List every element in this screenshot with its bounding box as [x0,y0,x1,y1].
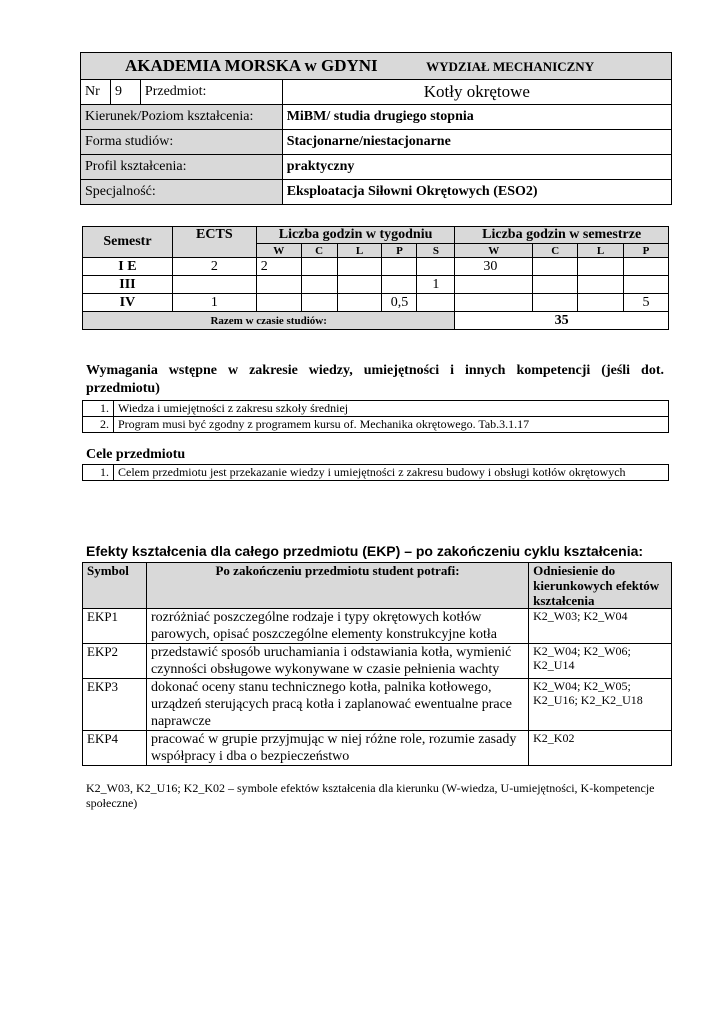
weekly-l-cell [337,294,382,312]
table-row [83,644,672,679]
goals-list [82,464,669,481]
requirements-list [82,400,669,433]
sem-c-cell [533,258,578,276]
hours-row [83,294,669,312]
subject-value: Kotły okrętowe [282,80,671,105]
institution-name: AKADEMIA MORSKA w GDYNI [125,56,378,75]
form-value: Stacjonarne/niestacjonarne [282,130,671,155]
weekly-c-cell [301,294,337,312]
sem-c-cell [533,294,578,312]
reference-header: Odniesienie do kierunkowych efektów kształcenia [529,563,672,609]
weekly-s-cell [417,294,455,312]
effect-symbol: EKP4 [83,731,147,766]
effects-table [82,562,672,766]
item-text: Wiedza i umiejętności z zakresu szkoły średniej [114,401,669,417]
table-row [83,731,672,766]
item-text: Celem przedmiotu jest przekazanie wiedzy i umiejętności z zakresu budowy i obsługi kotłów okrętowych [114,465,669,481]
hours-row [83,276,669,294]
form-label: Forma studiów: [81,130,283,155]
semester-col-header: L [578,244,624,258]
sem-w-cell [455,294,533,312]
effects-title: Efekty kształcenia dla całego przedmiotu (EKP) – po zakończeniu cyklu kształcenia: [86,543,644,559]
subject-label: Przedmiot: [140,80,282,105]
effect-description: pracować w grupie przyjmując w niej różne role, rozumie zasady współpracy i dba o bezpieczeństwo [146,731,528,766]
weekly-hours-header: Liczba godzin w tygodniu [256,227,455,244]
course-header-table [80,52,672,205]
table-row [83,609,672,644]
field-label: Kierunek/Poziom kształcenia: [81,105,283,130]
weekly-w-cell [256,294,301,312]
item-number: 1. [83,401,114,417]
effect-description: przedstawić sposób uruchamiania i odstawiania kotła, wymienić czynności obsługowe wykonywane w czasie pełnienia wachty [146,644,528,679]
description-header: Po zakończeniu przedmiotu student potrafi: [146,563,528,609]
sem-l-cell [578,258,624,276]
ects-header: ECTS [172,227,256,258]
profile-value: praktyczny [282,155,671,180]
effect-reference: K2_W04; K2_W05; K2_U16; K2_K2_U18 [529,679,672,731]
profile-label: Profil kształcenia: [81,155,283,180]
ects-cell [172,276,256,294]
item-number: 1. [83,465,114,481]
institution-row [81,53,672,80]
effect-description: rozróżniać poszczególne rodzaje i typy okrętowych kotłów parowych, opisać poszczególne elementy konstrukcyjne kotła [146,609,528,644]
weekly-s-cell [417,258,455,276]
semester-col-header: W [455,244,533,258]
requirements-title: Wymagania wstępne w zakresie wiedzy, umiejętności i innych kompetencji (jeśli dot. przedmiotu) [86,363,664,396]
weekly-c-cell [301,258,337,276]
item-text: Program musi być zgodny z programem kursu of. Mechanika okrętowego. Tab.3.1.17 [114,417,669,433]
effects-footnote: K2_W03, K2_U16; K2_K02 – symbole efektów kształcenia dla kierunku (W-wiedza, U-umiejętności, K-kompetencje społeczne) [86,781,655,810]
effect-symbol: EKP2 [83,644,147,679]
sem-l-cell [578,294,624,312]
effect-description: dokonać oceny stanu technicznego kotła, palnika kotłowego, urządzeń sterujących pracą kotła i zaplanować ewentualne prace naprawcze [146,679,528,731]
total-value: 35 [455,312,669,330]
semester-cell: III [83,276,173,294]
weekly-p-cell [382,258,417,276]
weekly-w-cell [256,276,301,294]
specialty-label: Specjalność: [81,180,283,205]
effect-reference: K2_W03; K2_W04 [529,609,672,644]
list-item [83,401,669,417]
weekly-col-header: P [382,244,417,258]
faculty-name: WYDZIAŁ MECHANICZNY [426,59,595,74]
semester-header: Semestr [83,227,173,258]
effect-reference: K2_W04; K2_W06; K2_U14 [529,644,672,679]
sem-w-cell [455,276,533,294]
weekly-c-cell [301,276,337,294]
effect-symbol: EKP3 [83,679,147,731]
weekly-col-header: W [256,244,301,258]
nr-value: 9 [110,80,140,105]
semester-hours-header: Liczba godzin w semestrze [455,227,669,244]
symbol-header: Symbol [83,563,147,609]
weekly-w-cell: 2 [256,258,301,276]
ects-cell: 2 [172,258,256,276]
hours-row [83,258,669,276]
item-number: 2. [83,417,114,433]
semester-cell: I E [83,258,173,276]
weekly-p-cell: 0,5 [382,294,417,312]
effect-reference: K2_K02 [529,731,672,766]
weekly-l-cell [337,276,382,294]
goals-title: Cele przedmiotu [86,447,186,462]
hours-table [82,226,669,330]
semester-col-header: P [624,244,669,258]
nr-label: Nr [81,80,111,105]
list-item [83,417,669,433]
field-value: MiBM/ studia drugiego stopnia [282,105,671,130]
semester-col-header: C [533,244,578,258]
specialty-value: Eksploatacja Siłowni Okrętowych (ESO2) [282,180,671,205]
sem-p-cell [624,258,669,276]
ects-cell: 1 [172,294,256,312]
sem-p-cell [624,276,669,294]
sem-c-cell [533,276,578,294]
sem-w-cell: 30 [455,258,533,276]
total-label: Razem w czasie studiów: [83,312,455,330]
list-item [83,465,669,481]
weekly-s-cell: 1 [417,276,455,294]
table-row [83,679,672,731]
weekly-col-header: S [417,244,455,258]
semester-cell: IV [83,294,173,312]
weekly-l-cell [337,258,382,276]
sem-l-cell [578,276,624,294]
weekly-col-header: L [337,244,382,258]
weekly-p-cell [382,276,417,294]
effect-symbol: EKP1 [83,609,147,644]
sem-p-cell: 5 [624,294,669,312]
weekly-col-header: C [301,244,337,258]
